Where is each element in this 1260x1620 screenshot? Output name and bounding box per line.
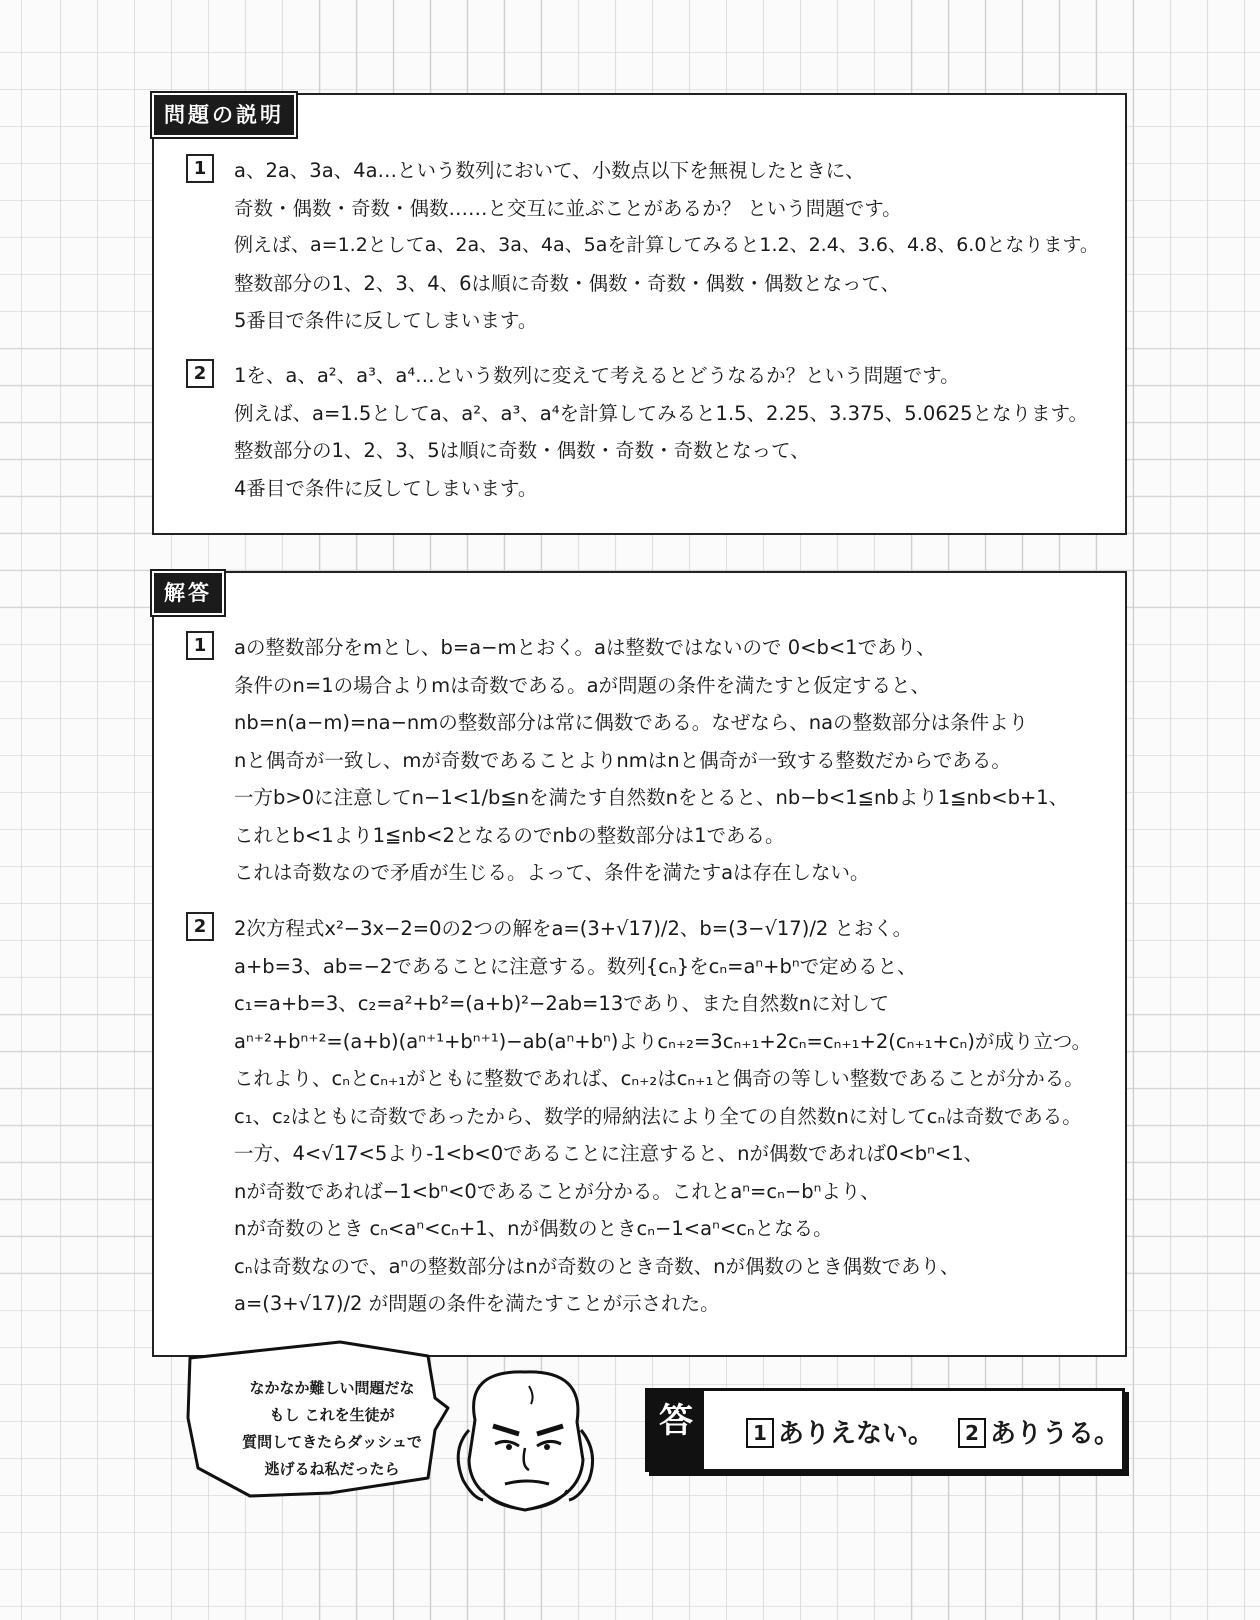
answer-number-2: 2 xyxy=(958,1418,986,1448)
text-line: a+b=3、ab=−2であることに注意する。数列{cₙ}をcₙ=aⁿ+bⁿで定めると、 xyxy=(234,954,917,978)
text-line: 奇数・偶数・奇数・偶数……と交互に並ぶことがあるか？ という問題です。 xyxy=(234,196,902,220)
speech-line: 逃げるね私だったら xyxy=(264,1460,400,1478)
answer-1-text: ありえない。 xyxy=(778,1419,935,1449)
final-answer-text xyxy=(746,1413,1120,1450)
text-line: 一方b>0に注意してn−1<1/b≦nを満たす自然数nをとると、nb−b<1≦nbより1≦nb<b+1、 xyxy=(234,786,1069,809)
text-line: c₁=a+b=3、c₂=a²+b²=(a+b)²−2ab=13であり、また自然数nに対して xyxy=(234,992,890,1015)
text-line: nが奇数であれば−1<bⁿ<0であることが分かる。これとaⁿ=cₙ−bⁿより、 xyxy=(234,1179,880,1203)
text-line: 整数部分の1、2、3、4、6は順に奇数・偶数・奇数・偶数・偶数となって、 xyxy=(234,271,901,295)
answer-panel xyxy=(152,571,1127,1357)
text-line: 4番目で条件に反してしまいます。 xyxy=(234,476,538,500)
text-line: これより、cₙとcₙ₊₁がともに整数であれば、cₙ₊₂はcₙ₊₁と偶奇の等しい整数であることが分かる。 xyxy=(234,1067,1084,1090)
answer-mark: 答 xyxy=(648,1391,704,1469)
text-line: nと偶奇が一致し、mが奇数であることよりnmはnと偶奇が一致する整数だからである。 xyxy=(234,748,1011,772)
answer-tag: 解答 xyxy=(152,571,224,615)
answer-2-text: ありうる。 xyxy=(990,1419,1121,1449)
item-number: 2 xyxy=(186,912,214,941)
text-line: a、2a、3a、4a…という数列において、小数点以下を無視したときに、 xyxy=(234,159,865,182)
answer-number-1: 1 xyxy=(746,1418,774,1448)
problem-tag: 問題の説明 xyxy=(152,93,296,137)
speech-text xyxy=(222,1375,442,1483)
text-line: これとb<1より1≦nb<2となるのでnbの整数部分は1である。 xyxy=(234,823,785,847)
speech-line: 質問してきたらダッシュで xyxy=(242,1433,422,1451)
text-line: aの整数部分をmとし、b=a−mとおく。aは整数ではないので 0<b<1であり、 xyxy=(234,636,936,659)
problem-item-1 xyxy=(186,152,1105,340)
teacher-face-illustration xyxy=(445,1360,605,1520)
text-line: aⁿ⁺²+bⁿ⁺²=(a+b)(aⁿ⁺¹+bⁿ⁺¹)−ab(aⁿ+bⁿ)よりcₙ₊₂=3cₙ₊₁+2cₙ=cₙ₊₁+2(cₙ₊₁+cₙ)が成り立つ。 xyxy=(234,1029,1092,1053)
text-line: 例えば、a=1.2としてa、2a、3a、4a、5aを計算してみると1.2、2.4、3.6、4.8、6.0となります。 xyxy=(234,234,1099,256)
text-line: cₙは奇数なので、aⁿの整数部分はnが奇数のとき奇数、nが偶数のとき偶数であり、 xyxy=(234,1254,960,1278)
text-line: 一方、4<√17<5より-1<b<0であることに注意すると、nが偶数であれば0<bⁿ<1、 xyxy=(234,1142,984,1165)
text-line: 整数部分の1、2、3、5は順に奇数・偶数・奇数・奇数となって、 xyxy=(234,439,810,462)
text-line: nb=n(a−m)=na−nmの整数部分は常に偶数である。なぜなら、naの整数部分は条件より xyxy=(234,711,1029,734)
item-number: 2 xyxy=(186,359,214,388)
text-line: nが奇数のとき cₙ<aⁿ<cₙ+1、nが偶数のときcₙ−1<aⁿ<cₙとなる。 xyxy=(234,1217,833,1240)
problem-item-2 xyxy=(186,357,1105,507)
text-line: 条件のn=1の場合よりmは奇数である。aが問題の条件を満たすと仮定すると、 xyxy=(234,673,931,697)
text-line: 5番目で条件に反してしまいます。 xyxy=(234,309,538,332)
text-line: 例えば、a=1.5としてa、a²、a³、a⁴を計算してみると1.5、2.25、3.375、5.0625となります。 xyxy=(234,401,1088,425)
item-number: 1 xyxy=(186,154,214,183)
text-line: 1を、a、a²、a³、a⁴…という数列に変えて考えるとどうなるか？という問題です。 xyxy=(234,364,960,387)
problem-panel xyxy=(152,93,1127,535)
text-line: c₁、c₂はともに奇数であったから、数学的帰納法により全ての自然数nに対してcₙは奇数である。 xyxy=(234,1104,1082,1128)
answer-item-1 xyxy=(186,629,1105,892)
text-line: a=(3+√17)/2 が問題の条件を満たすことが示された。 xyxy=(234,1292,720,1315)
text-line: 2次方程式x²−3x−2=0の2つの解をa=(3+√17)/2、b=(3−√17)/2 とおく。 xyxy=(234,917,913,940)
speech-line: なかなか難しい問題だな xyxy=(249,1379,415,1397)
final-answer-box xyxy=(645,1388,1125,1472)
speech-line: もし これを生徒が xyxy=(269,1406,395,1424)
item-number: 1 xyxy=(186,631,214,660)
text-line: これは奇数なので矛盾が生じる。よって、条件を満たすaは存在しない。 xyxy=(234,861,870,884)
answer-item-2 xyxy=(186,910,1105,1323)
